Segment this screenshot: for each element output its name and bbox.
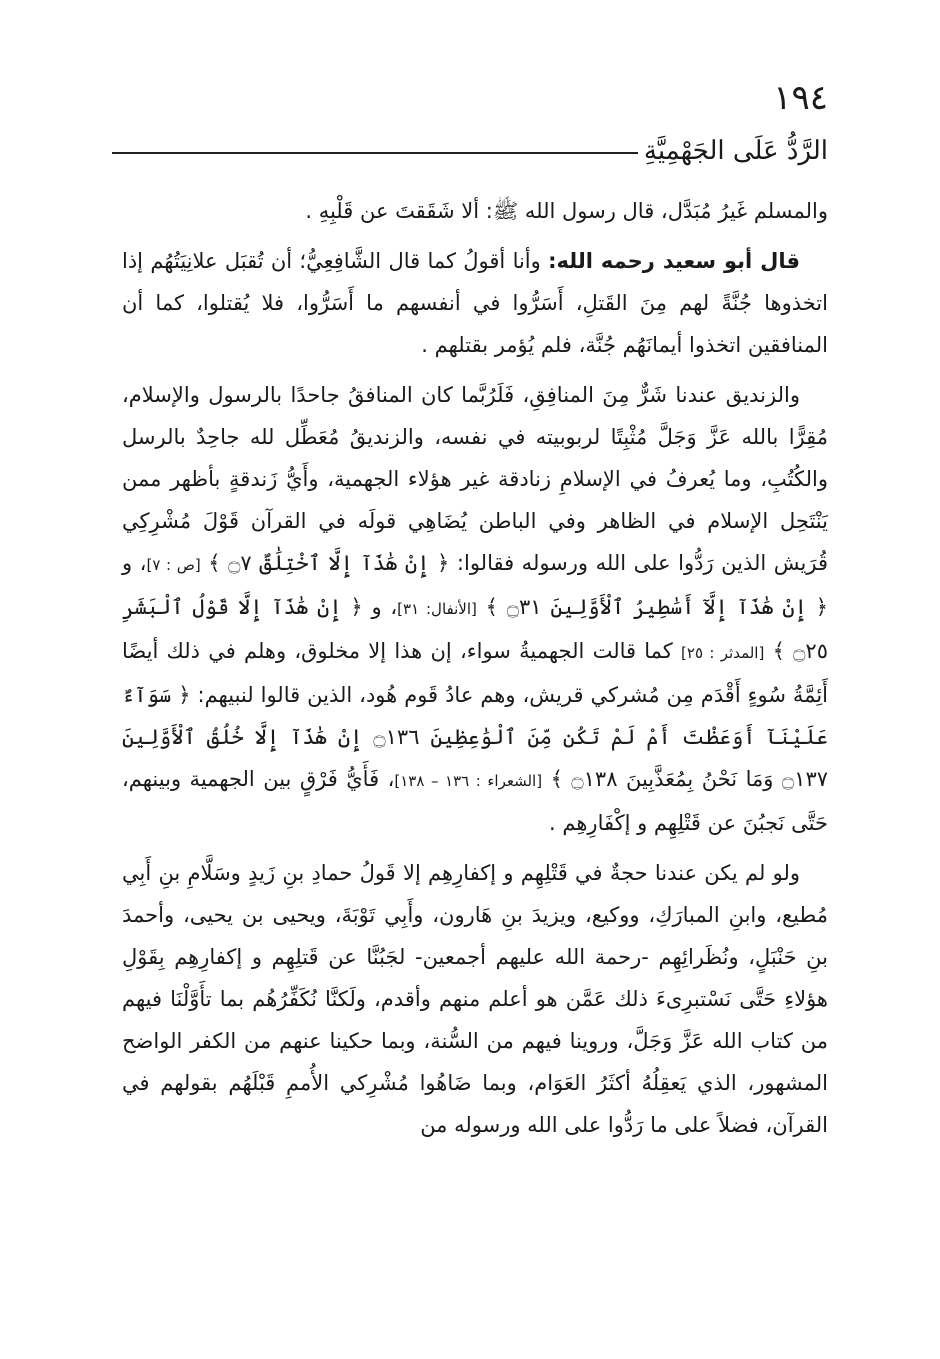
quran-ref-2: [الأنفال: ٣١] [397,600,477,618]
paragraph-2 [122,240,828,366]
paragraph-3: والزنديق عندنا شَرٌّ مِنَ المنافِقِ، فَلَرُبَّما كان المنافقُ جاحدًا بالرسول والإسلام، مُقِرًّا بالله عَزَّ وَجَلَّ مُثْبِتًا لربوبيته في نفسه، والزنديقُ مُعَطِّل لله جاحِدٌ بالرسل والكُتُبِ، وما يُعرفُ في الإسلامِ زنادقة غير هؤلاء الجهمية، وأَيُّ زَندقةٍ بأظهر ممن يَنْتَحِل الإسلام في الظاهر وفي الباطن يُضَاهِي قولَه في القرآن قَوْلَ مُشْرِكِي قُرَيش الذين رَدُّوا على الله ورسوله فقالوا: ﴿ إِنْ هَٰذَآ إِلَّا ٱخْتِلَٰقٌ ۝٧ ﴾ [ص : ٧]، و ﴿ إِنْ هَٰذَآ إِلَّآ أَسَٰطِيرُ ٱلْأَوَّلِينَ ۝٣١ ﴾ [الأنفال: ٣١]، و ﴿ إِنْ هَٰذَآ إِلَّا قَوْلُ ٱلْبَشَرِ ۝٢٥ ﴾ [المدثر : ٢٥] كما قالت الجهميةُ سواء، إن هذا إلا مخلوق، وهلم في ذلك أيضًا أَئِمَّةُ سُوءٍ أَقْدَم مِن مُشركي قريش، وهم عادُ قَوم هُود، الذين قالوا لنبيهم: ﴿ سَوَآءٌ عَلَيْنَآ أَوَعَظْتَ أَمْ لَمْ تَكُن مِّنَ ٱلْوَٰعِظِينَ ۝١٣٦ إِنْ هَٰذَآ إِلَّا خُلُقُ ٱلْأَوَّلِينَ ۝١٣٧ وَمَا نَحْنُ بِمُعَذَّبِينَ ۝١٣٨ ﴾ [الشعراء : ١٣٦ – ١٣٨]، فَأَيُّ فَرْقٍ بين الجهمية وبينهم، حَتَّى نَجبُنَ عن قَتْلِهِم و إكْفَارِهِم . [122,383,829,835]
page-number: ١٩٤ [773,78,828,118]
quran-quote-3: ﴿ إِنْ هَٰذَآ إِلَّا قَوْلُ ٱلْبَشَرِ ۝٢٥ ﴾ [122,595,828,663]
quran-quote-1: ﴿ إِنْ هَٰذَآ إِلَّا ٱخْتِلَٰقٌ ۝٧ ﴾ [208,551,450,575]
quran-quote-2: ﴿ إِنْ هَٰذَآ إِلَّآ أَسَٰطِيرُ ٱلْأَوَّلِينَ ۝٣١ ﴾ [485,595,828,619]
paragraph-3-text-b: كما قالت الجهميةُ سواء، إن هذا إلا مخلوق، وهلم في ذلك أيضًا أَئِمَّةُ سُوءٍ أَقْدَم مِن مُشركي قريش، وهم عادُ قَوم هُود، الذين قالوا لنبيهم: [122,639,828,707]
paragraph-1 [122,190,828,232]
quran-quote-4: ﴿ سَوَآءٌ عَلَيْنَآ أَوَعَظْتَ أَمْ لَمْ تَكُن مِّنَ ٱلْوَٰعِظِينَ ۝١٣٦ إِنْ هَٰذَآ إِلَّا خُلُقُ ٱلْأَوَّلِينَ ۝١٣٧ وَمَا نَحْنُ بِمُعَذَّبِينَ ۝١٣٨ ﴾ [122,683,829,791]
quran-ref-3: [المدثر : ٢٥] [681,644,765,662]
header-rule [112,152,638,154]
body-text [122,190,828,1154]
paragraph-2-text: وأنا أقولُ كما قال الشَّافِعِيُّ؛ أن تُقبَل علانِيَتُهُم إذا اتخذوها جُنَّةً لهم مِنَ القَتلِ، أَسَرُّوا في أنفسهم ما أَسَرُّوا، فلا يُقتلوا، كما أن المنافقين اتخذوا أيمانَهُم جُنَّة، فلم يُؤمر بقتلهم . [122,249,828,357]
paragraph-4-text: ولو لم يكن عندنا حجةٌ في قَتْلِهِم و إكفارِهِم إلا قَولُ حمادِ بنِ زَيدٍ وسَلَّامِ بنِ أَبِي مُطيع، وابنِ المبارَكِ، ووكيع، ويزيدَ بنِ هَارون، وأَبِي تَوْبَةَ، ويحيى بن يحيى، وأحمدَ بنِ حَنْبَلٍ، ونُظَرائِهِم -رحمة الله عليهم أجمعين- لجَبُنَّا عن قَتلِهِم و إكفارِهِم بِقَوْلِ هؤلاءِ حَتَّى نَسْتبرِىءَ ذلك عَمَّن هو أعلم منهم وأقدم، ولَكنَّا نُكَفِّرُهُم بما تأَوَّلْنَا فيهم من كتاب الله عَزَّ وَجَلَّ، وروينا فيهم من السُّنة، وبما حكينا عنهم من الكفر الواضح المشهور، الذي يَعقِلُهُ أكثَرُ العَوَام، وبما ضَاهُوا مُشْرِكي الأُممِ قَبْلَهُم بقولهم في القرآن، فضلاً على ما رَدُّوا على الله ورسوله من [122,861,828,1137]
paragraph-3-text-a: والزنديق عندنا شَرٌّ مِنَ المنافِقِ، فَلَرُبَّما كان المنافقُ جاحدًا بالرسول والإسلام، مُقِرًّا بالله عَزَّ وَجَلَّ مُثْبِتًا لربوبيته في نفسه، والزنديقُ مُعَطِّل لله جاحِدٌ بالرسل والكُتُبِ، وما يُعرفُ في الإسلامِ زنادقة غير هؤلاء الجهمية، وأَيُّ زَندقةٍ بأظهر ممن يَنْتَحِل الإسلام في الظاهر وفي الباطن يُضَاهِي قولَه في القرآن قَوْلَ مُشْرِكِي قُرَيش الذين رَدُّوا على الله ورسوله فقالوا: [122,383,828,575]
paragraph-4 [122,852,828,1146]
speaker-lead: قال أبو سعيد رحمه الله: [548,249,801,273]
quran-ref-4: [الشعراء : ١٣٦ – ١٣٨] [394,772,543,790]
quran-ref-1: [ص : ٧] [146,556,201,574]
running-header [112,124,828,168]
paragraph-1-text: والمسلم غَيرُ مُبَدَّل، قال رسول الله ﷺ: ألا شَقَقتَ عن قَلْبِهِ . [305,199,828,223]
paragraph-3-text-c: ، فَأَيُّ فَرْقٍ بين الجهمية وبينهم، حَتَّى نَجبُنَ عن قَتْلِهِم و إكْفَارِهِم . [122,767,828,835]
running-title: الرَّدُّ عَلَى الجَهْمِيَّةِ [643,136,828,166]
